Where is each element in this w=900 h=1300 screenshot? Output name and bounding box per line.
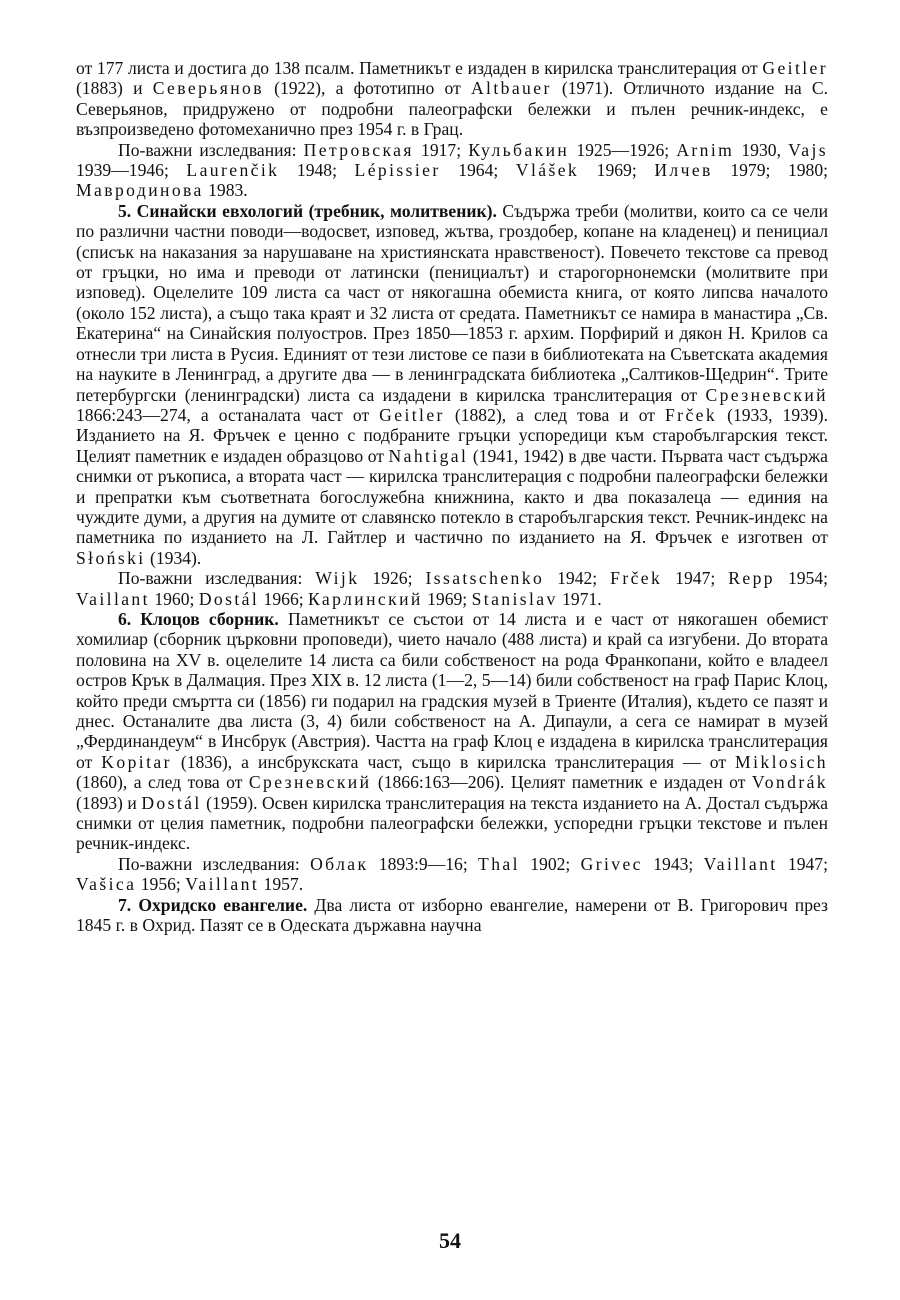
author-name: Кульбакин <box>468 139 570 160</box>
text: (1971). Отличното издание на С. Северьянов, придружено от подробни палеографски бележки и пълен речник-индекс, е възпроизведено фотомеханично през 1954 г. в Грац. <box>76 78 828 140</box>
author-name: Срезневский <box>705 384 828 405</box>
text: 1966; <box>259 588 309 609</box>
text: 1925—1926; <box>569 139 677 160</box>
text: По-важни изследвания: <box>118 568 316 589</box>
section-heading: 7. Охридско евангелие. <box>118 894 308 915</box>
author-name: Geitler <box>379 404 445 425</box>
text: 1957. <box>259 874 304 895</box>
text: 1956; <box>136 874 186 895</box>
section-heading: 6. Клоцов сборник. <box>118 608 279 629</box>
text: По-важни изследвания: <box>118 139 304 160</box>
author-name: Dostál <box>198 588 260 609</box>
paragraph-glagolita-clozianus <box>76 609 828 854</box>
text: 1943; <box>642 853 704 874</box>
paragraph-psalter-end <box>76 58 828 140</box>
author-name: Frček <box>665 404 718 425</box>
author-name: Vašica <box>76 874 137 895</box>
author-name: Срезневский <box>248 772 372 793</box>
text: 1947; <box>662 568 729 589</box>
text: (1934). <box>145 547 202 568</box>
text: (1883) и <box>76 78 153 99</box>
page-body <box>76 58 828 935</box>
text: По-важни изследвания: <box>118 853 311 874</box>
author-name: Облак <box>310 853 369 874</box>
text: (1866:163—206). Целият паметник е издаден от <box>371 772 752 793</box>
text: от 177 листа и достига до 138 псалм. Паметникът е издаден в кирилска транслитерация от <box>76 58 763 78</box>
text: 1942; <box>544 568 611 589</box>
paragraph-sinai-euchologion <box>76 201 828 568</box>
paragraph-studies-clozianus <box>76 854 828 895</box>
author-name: Kopitar <box>101 751 172 772</box>
author-name: Stanislav <box>471 588 558 609</box>
text: 1960; <box>149 588 199 609</box>
text: (1933, 1939). Изданието на Я. Фръчек е ценно с подбраните гръцки успоредици към старобългарския текст. Целият паметник е издаден образцово от <box>76 404 828 466</box>
author-name: Dostál <box>141 792 202 813</box>
author-name: Петровская <box>303 139 414 160</box>
paragraph-studies-psalter <box>76 140 828 201</box>
author-name: Grivec <box>580 853 643 874</box>
text: 1954; <box>774 568 829 589</box>
author-name: Wijk <box>315 568 360 589</box>
author-name: Северьянов <box>152 78 264 99</box>
author-name: Lépissier <box>354 160 441 181</box>
author-name: Nahtigal <box>388 445 469 466</box>
text: (1922), а фототипно от <box>263 78 471 99</box>
text: Паметникът се състои от 14 листа и е част от някогашен обемист хомилиар (сборник църковни проповеди), чието начало (488 листа) и край са изгубени. До втората половина на XV в. оцелелите 14 листа са били собственост на рода Франкопани, който е владеел остров Крък в Далмация. През XIX в. 12 листа (1—2, 5—14) били собственост на граф Парис Клоц, който преди смъртта си (1856) ги подарил на градския музей в Триенте (Италия), където се пазят и днес. Останалите два листа (3, 4) били собственост на А. Дипаули, а сега се намират в музей „Фердинандеум“ в Инсбрук (Австрия). Частта на граф Клоц е издадена в кирилска транслитерация от <box>76 608 828 772</box>
author-name: Vlášek <box>515 160 580 181</box>
text: 1893:9—16; <box>368 853 479 874</box>
text: (1941, 1942) в две части. Първата част съдържа снимки от ръкописа, а втората част — кирилска транслитерация с подробни палеографски бележки и препратки към съответната богослужебна книжнина, както и два показалеца — единия на чуждите думи, а другия на думите от славянско потекло в старобългарския текст. Речник-индекс на паметника по изданието на Л. Гайтлер и частично по изданието на Я. Фръчек е изготвен от <box>76 445 828 548</box>
text: 1902; <box>519 853 581 874</box>
text: 1979; 1980; <box>712 160 829 181</box>
text: 1939—1946; <box>76 160 187 181</box>
text: (1836), а инсбрукската част, също в кирилска транслитерация — от <box>171 751 736 772</box>
text: Съдържа треби (молитви, които са се чели по различни частни поводи—водосвет, изповед, жътва, гроздобер, копане на кладенец) и пенициал (списък на наказания за нарушаване на християнската нравственост). Повечето текстове са превод от гръцки, но има и преводи от латински (пенициалът) и старогорнонемски (молитвите при изповед). Оцелелите 109 листа са част от някогашна обемиста книга, от която липсва началото (около 152 листа), а също така краят и 32 листа от средата. Паметникът се намира в манастира „Св. Екатерина“ на Синайския полуостров. През 1850—1853 г. архим. Порфирий и дякон Н. Крилов са отнесли три листа в Русия. Единият от тези листове се пази в библиотеката на Съветската академия на науките в Ленинград, а другите два — в ленинградската библиотека „Салтиков-Щедрин“. Трите петербургски (ленинградски) листа са издадени в кирилска транслитерация от <box>76 200 828 405</box>
author-name: Altbauer <box>470 78 552 99</box>
author-name: Мавродинова <box>76 180 204 201</box>
text: 1917; <box>413 139 469 160</box>
author-name: Vaillant <box>703 853 778 874</box>
text: (1893) и <box>76 792 142 813</box>
text: 1947; <box>777 853 828 874</box>
text: 1964; <box>440 160 516 181</box>
author-name: Thal <box>478 853 520 874</box>
author-name: Vaillant <box>76 588 150 609</box>
author-name: Miklosich <box>735 751 829 772</box>
text: (1860), а след това от <box>76 772 249 793</box>
author-name: Frček <box>610 568 663 589</box>
author-name: Vondrák <box>751 772 828 793</box>
author-name: Vaillant <box>185 874 260 895</box>
text: 1983. <box>203 180 248 201</box>
page-number: 54 <box>439 1228 461 1253</box>
text: (1882), а след това и от <box>444 404 665 425</box>
paragraph-ohrid-gospel <box>76 895 828 936</box>
author-name: Repp <box>728 568 775 589</box>
author-name: Słoński <box>76 547 146 568</box>
text: 1930, <box>734 139 789 160</box>
author-name: Илчев <box>654 160 713 181</box>
text: 1926; <box>359 568 426 589</box>
text: 1969; <box>422 588 472 609</box>
author-name: Vajs <box>788 139 828 160</box>
author-name: Карлинский <box>308 588 423 609</box>
author-name: Laurenčik <box>186 160 280 181</box>
author-name: Arnim <box>676 139 735 160</box>
text: 1948; <box>279 160 355 181</box>
section-heading: 5. Синайски евхологий (требник, молитвеник). <box>118 200 497 221</box>
text: Два листа от изборно евангелие, намерени от В. Григорович през 1845 г. в Охрид. Пазят се в Одеската държавна научна <box>76 894 828 936</box>
text: 1866:243—274, а останалата част от <box>76 404 380 425</box>
text: 1969; <box>579 160 655 181</box>
text: (1959). Освен кирилска транслитерация на текста изданието на А. Достал съдържа снимки от целия паметник, подробни палеографски бележки, успоредни гръцки текстове и пълен речник-индекс. <box>76 792 829 854</box>
author-name: Issatschenko <box>425 568 545 589</box>
paragraph-studies-euchologion <box>76 568 828 609</box>
text: 1971. <box>557 588 602 609</box>
author-name: Geitler <box>762 58 828 78</box>
